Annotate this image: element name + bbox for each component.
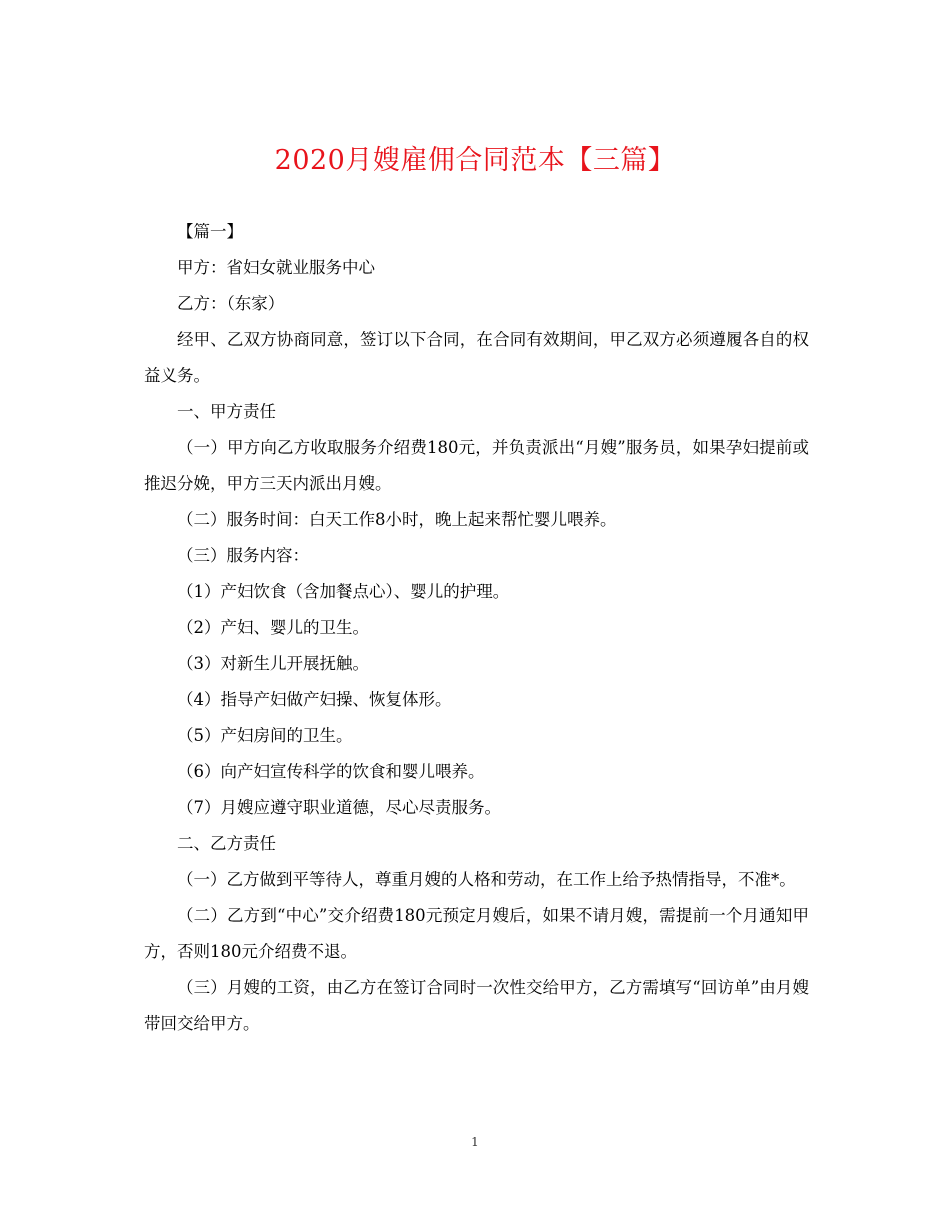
page-number: 1	[471, 1135, 479, 1149]
party-a-clause-3: （三）服务内容：	[177, 546, 309, 565]
party-a-clause-1: （一）甲方向乙方收取服务介绍费180元，并负责派出“月嫂”服务员，如果孕妇提前或推迟分娩，甲方三天内派出月嫂。	[144, 438, 809, 493]
service-item-3: （3）对新生儿开展抚触。	[177, 654, 369, 673]
party-b-clause-2: （二）乙方到“中心”交介绍费180元预定月嫂后，如果不请月嫂，需提前一个月通知甲方，否则180元介绍费不退。	[144, 906, 809, 961]
document-body	[144, 214, 809, 1042]
service-item-1: （1）产妇饮食（含加餐点心）、婴儿的护理。	[177, 582, 510, 601]
service-item-5: （5）产妇房间的卫生。	[177, 726, 353, 745]
document-title: 2020月嫂雇佣合同范本【三篇】	[274, 145, 676, 176]
service-item-2: （2）产妇、婴儿的卫生。	[177, 618, 369, 637]
party-a-responsibility-heading: 一、甲方责任	[177, 402, 276, 421]
service-item-4: （4）指导产妇做产妇操、恢复体形。	[177, 690, 452, 709]
service-item-7: （7）月嫂应遵守职业道德，尽心尽责服务。	[177, 798, 501, 817]
party-b-line: 乙方：（东家）	[177, 294, 285, 313]
party-a-clause-2: （二）服务时间：白天工作8小时，晚上起来帮忙婴儿喂养。	[177, 510, 617, 529]
party-b-responsibility-heading: 二、乙方责任	[177, 834, 276, 853]
party-a-line: 甲方：省妇女就业服务中心	[177, 258, 375, 277]
party-b-clause-1: （一）乙方做到平等待人，尊重月嫂的人格和劳动，在工作上给予热情指导，不准*。	[177, 870, 796, 889]
agreement-intro-paragraph: 经甲、乙双方协商同意，签订以下合同，在合同有效期间，甲乙双方必须遵履各自的权益义务。	[144, 330, 809, 385]
section-heading-part-one: 【篇一】	[177, 222, 243, 241]
service-item-6: （6）向产妇宣传科学的饮食和婴儿喂养。	[177, 762, 485, 781]
party-b-clause-3: （三）月嫂的工资，由乙方在签订合同时一次性交给甲方，乙方需填写“回访单”由月嫂带回交给甲方。	[144, 978, 809, 1033]
